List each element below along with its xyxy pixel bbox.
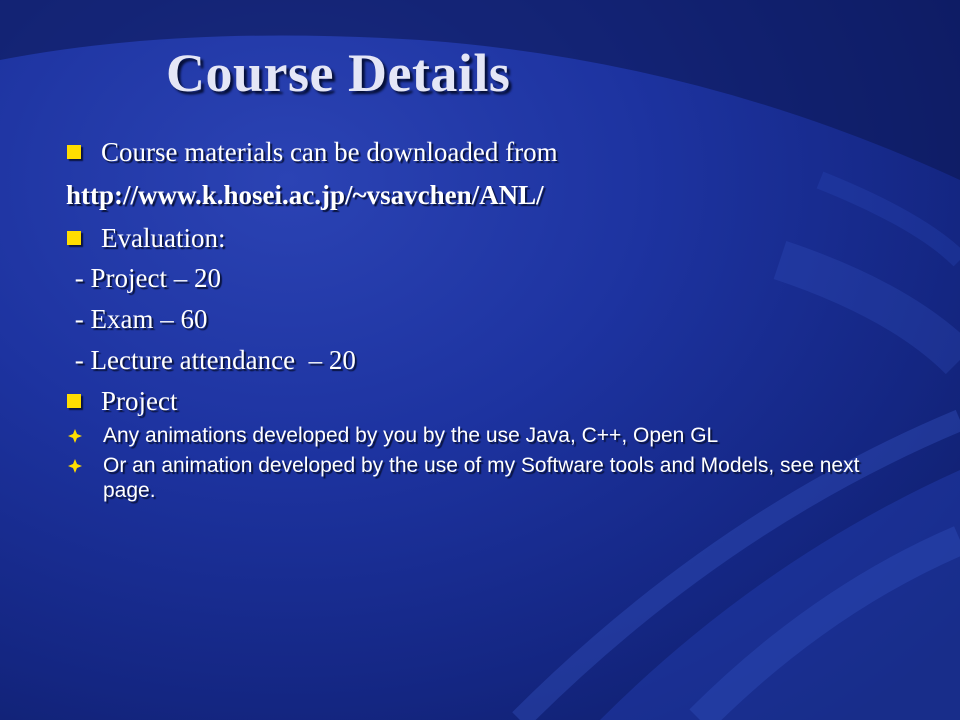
evaluation-item-exam (64, 299, 924, 340)
diamond-bullet-icon (68, 429, 82, 443)
project-option (64, 423, 883, 448)
sub-item-text: - Project – 20 (68, 263, 221, 293)
square-bullet-icon (67, 394, 81, 408)
course-url[interactable] (64, 172, 924, 218)
url-text[interactable]: http://www.k.hosei.ac.jp/~vsavchen/ANL/ (66, 180, 544, 210)
project-option-text: Or an animation developed by the use of my Software tools and Models, see next page. (103, 454, 860, 502)
sub-item-text: - Lecture attendance – 20 (68, 345, 356, 375)
slide-body (64, 132, 924, 503)
bullet-item (64, 381, 924, 421)
square-bullet-icon (67, 145, 81, 159)
sub-item-text: - Exam – 60 (68, 304, 208, 334)
project-option (64, 453, 883, 503)
bullet-text: Course materials can be downloaded from (101, 137, 558, 167)
diamond-bullet-icon (68, 459, 82, 473)
bullet-text: Project (101, 386, 178, 416)
bullet-item (64, 132, 924, 172)
bullet-text: Evaluation: (101, 223, 226, 253)
evaluation-item-attendance (64, 340, 924, 381)
project-option-text: Any animations developed by you by the use Java, C++, Open GL (103, 424, 719, 447)
bullet-item (64, 218, 924, 258)
square-bullet-icon (67, 231, 81, 245)
evaluation-item-project (64, 258, 924, 299)
slide-title: Course Details (166, 43, 511, 103)
